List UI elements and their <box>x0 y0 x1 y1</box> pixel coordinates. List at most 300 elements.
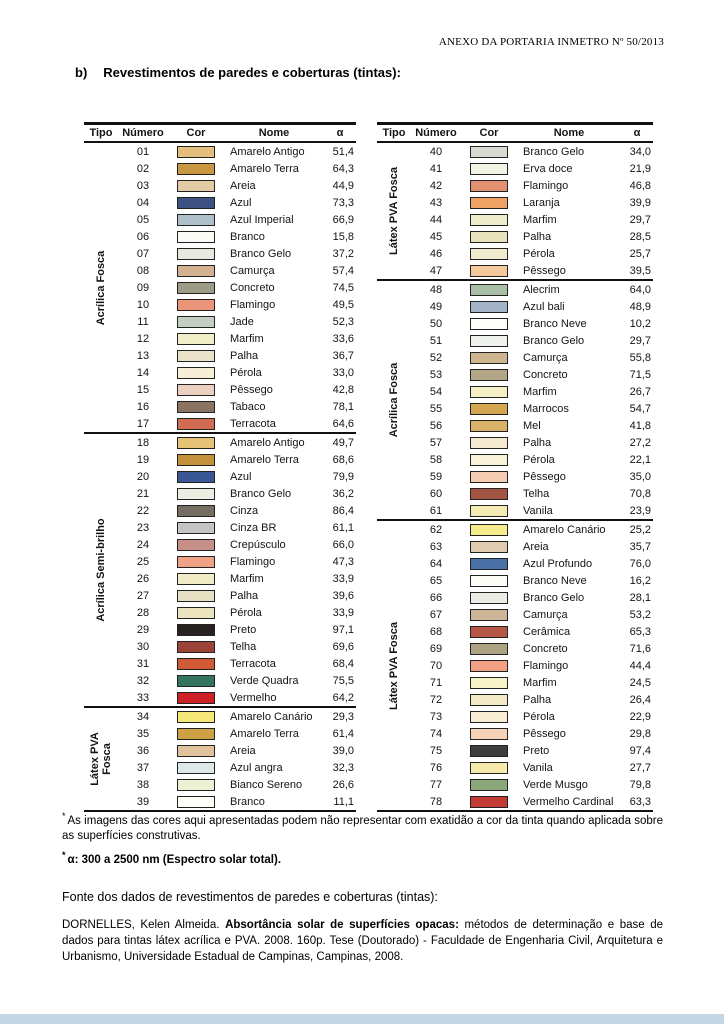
swatch-cell <box>168 367 224 379</box>
color-swatch <box>177 522 215 534</box>
alpha-value: 26,6 <box>332 778 354 791</box>
swatch-cell <box>461 318 517 330</box>
alpha-value: 34,0 <box>629 145 651 158</box>
row-number: 23 <box>136 521 150 534</box>
swatch-cell <box>461 471 517 483</box>
table-row <box>118 279 356 296</box>
alpha-value: 61,1 <box>332 521 354 534</box>
group-rows <box>118 143 356 432</box>
swatch-cell <box>461 437 517 449</box>
color-swatch <box>470 592 508 604</box>
row-number: 13 <box>136 349 150 362</box>
table-row <box>118 313 356 330</box>
reference-title: Absortância solar de superfícies opacas: <box>225 918 459 931</box>
row-number: 56 <box>429 419 443 432</box>
table-row <box>411 555 653 572</box>
swatch-cell <box>168 180 224 192</box>
swatch-cell <box>168 316 224 328</box>
color-name: Crepúsculo <box>230 538 286 551</box>
color-swatch <box>177 539 215 551</box>
color-swatch <box>470 454 508 466</box>
color-name: Preto <box>230 623 257 636</box>
swatch-cell <box>168 556 224 568</box>
color-name: Azul <box>230 470 252 483</box>
color-swatch <box>177 350 215 362</box>
table-row <box>118 296 356 313</box>
color-name: Marrocos <box>523 402 569 415</box>
color-swatch <box>177 401 215 413</box>
swatch-cell <box>168 641 224 653</box>
row-number: 33 <box>136 691 150 704</box>
alpha-value: 32,3 <box>332 761 354 774</box>
swatch-cell <box>461 454 517 466</box>
color-name: Terracota <box>230 657 276 670</box>
table-row <box>118 451 356 468</box>
row-number: 15 <box>136 383 150 396</box>
row-number: 04 <box>136 196 150 209</box>
type-label-cell <box>84 143 118 432</box>
alpha-value: 11,1 <box>333 795 354 808</box>
type-label-cell <box>377 281 411 519</box>
group-rows <box>118 708 356 810</box>
color-name: Areia <box>523 540 549 553</box>
table-row <box>411 451 653 468</box>
row-number: 66 <box>429 591 443 604</box>
row-number: 45 <box>429 230 443 243</box>
footnote-marker: * <box>62 811 66 821</box>
swatch-cell <box>168 573 224 585</box>
reference-details: métodos de determinação e base de dados para tintas látex acrílica e PVA. 2008. 160p. Tese (Doutorado) - Faculdade de Engenharia Civil, Arquitetura e Urbanismo, Universidade Estadual de Campinas, Campinas, 2008. <box>62 918 664 963</box>
color-swatch <box>177 711 215 723</box>
table-header <box>84 125 356 143</box>
color-name: Areia <box>230 179 256 192</box>
row-number: 08 <box>136 264 150 277</box>
swatch-cell <box>168 675 224 687</box>
color-swatch <box>177 367 215 379</box>
column-header-cor: Cor <box>186 127 206 139</box>
row-number: 53 <box>429 368 443 381</box>
color-name: Camurça <box>523 608 568 621</box>
color-name: Vanila <box>523 761 553 774</box>
swatch-cell <box>461 524 517 536</box>
row-number: 77 <box>429 778 443 791</box>
source-heading: Fonte dos dados de revestimentos de paredes e coberturas (tintas): <box>62 889 438 904</box>
color-name: Pérola <box>523 453 555 466</box>
swatch-cell <box>168 539 224 551</box>
color-name: Terracota <box>230 417 276 430</box>
row-number: 11 <box>137 315 149 328</box>
color-name: Telha <box>523 487 550 500</box>
color-name: Marfim <box>230 332 264 345</box>
color-swatch <box>177 779 215 791</box>
row-number: 24 <box>136 538 150 551</box>
row-number: 43 <box>429 196 443 209</box>
color-name: Amarelo Terra <box>230 727 299 740</box>
color-swatch <box>470 626 508 638</box>
table-row <box>118 553 356 570</box>
alpha-value: 33,9 <box>332 572 354 585</box>
color-name: Marfim <box>523 676 557 689</box>
alpha-value: 27,7 <box>629 761 651 774</box>
swatch-cell <box>168 658 224 670</box>
row-number: 14 <box>136 366 150 379</box>
column-header-numero: Número <box>415 127 457 139</box>
row-number: 50 <box>429 317 443 330</box>
footnote-text: α: 300 a 2500 nm (Espectro solar total). <box>67 853 282 866</box>
table-row <box>411 332 653 349</box>
color-swatch <box>470 420 508 432</box>
alpha-value: 29,8 <box>629 727 651 740</box>
color-name: Branco Gelo <box>230 247 292 260</box>
color-name: Branco Gelo <box>523 334 585 347</box>
alpha-value: 74,5 <box>332 281 354 294</box>
color-swatch <box>177 624 215 636</box>
table-row <box>118 245 356 262</box>
alpha-value: 68,4 <box>332 657 354 670</box>
row-number: 31 <box>136 657 150 670</box>
row-number: 63 <box>429 540 443 553</box>
table-row <box>411 383 653 400</box>
swatch-cell <box>461 420 517 432</box>
color-name: Verde Musgo <box>523 778 588 791</box>
color-swatch <box>177 418 215 430</box>
type-group <box>84 143 356 434</box>
row-number: 18 <box>136 436 150 449</box>
color-swatch <box>177 556 215 568</box>
alpha-value: 64,3 <box>332 162 354 175</box>
row-number: 78 <box>429 795 443 808</box>
swatch-cell <box>461 146 517 158</box>
alpha-value: 22,9 <box>629 710 651 723</box>
row-number: 05 <box>136 213 150 226</box>
alpha-value: 15,8 <box>332 230 354 243</box>
footnote-color-disclaimer <box>62 810 663 845</box>
alpha-value: 41,8 <box>629 419 651 432</box>
footnotes <box>62 810 663 965</box>
row-number: 58 <box>429 453 443 466</box>
table-row <box>411 589 653 606</box>
swatch-cell <box>461 677 517 689</box>
color-swatch <box>177 762 215 774</box>
row-number: 37 <box>136 761 150 774</box>
paint-table-left <box>84 122 356 812</box>
color-name: Flamingo <box>230 298 276 311</box>
alpha-value: 39,0 <box>332 744 354 757</box>
color-swatch <box>177 180 215 192</box>
swatch-cell <box>168 231 224 243</box>
color-name: Pérola <box>230 366 262 379</box>
table-row <box>118 364 356 381</box>
swatch-cell <box>461 335 517 347</box>
color-name: Concreto <box>523 642 568 655</box>
color-swatch <box>177 488 215 500</box>
alpha-value: 28,1 <box>629 591 651 604</box>
color-swatch <box>470 301 508 313</box>
table-row <box>411 211 653 228</box>
row-number: 09 <box>136 281 150 294</box>
color-swatch <box>470 762 508 774</box>
table-row <box>118 621 356 638</box>
type-group <box>377 521 653 812</box>
alpha-value: 35,7 <box>629 540 651 553</box>
alpha-value: 29,7 <box>629 213 651 226</box>
alpha-value: 71,6 <box>629 642 651 655</box>
color-name: Pêssego <box>523 264 566 277</box>
table-row <box>411 759 653 776</box>
alpha-value: 65,3 <box>629 625 651 638</box>
swatch-cell <box>461 711 517 723</box>
alpha-value: 29,3 <box>332 710 354 723</box>
swatch-cell <box>461 796 517 808</box>
color-swatch <box>177 265 215 277</box>
color-name: Laranja <box>523 196 560 209</box>
table-row <box>118 468 356 485</box>
color-name: Verde Quadra <box>230 674 299 687</box>
color-name: Amarelo Antigo <box>230 436 305 449</box>
alpha-value: 57,4 <box>332 264 354 277</box>
swatch-cell <box>168 333 224 345</box>
row-number: 64 <box>429 557 443 570</box>
swatch-cell <box>461 592 517 604</box>
group-rows <box>118 434 356 706</box>
alpha-value: 16,2 <box>629 574 651 587</box>
swatch-cell <box>168 796 224 808</box>
color-swatch <box>177 214 215 226</box>
color-name: Azul angra <box>230 761 283 774</box>
row-number: 12 <box>136 332 150 345</box>
color-swatch <box>177 590 215 602</box>
table-row <box>118 177 356 194</box>
column-header-nome: Nome <box>553 127 585 139</box>
row-number: 30 <box>136 640 150 653</box>
alpha-value: 70,8 <box>629 487 651 500</box>
row-number: 07 <box>136 247 150 260</box>
table-row <box>411 521 653 538</box>
color-swatch <box>470 265 508 277</box>
table-row <box>411 742 653 759</box>
color-name: Pérola <box>523 247 555 260</box>
table-row <box>411 400 653 417</box>
table-row <box>118 347 356 364</box>
row-number: 25 <box>136 555 150 568</box>
color-swatch <box>177 607 215 619</box>
color-name: Bianco Sereno <box>230 778 303 791</box>
type-label-cell <box>84 708 118 810</box>
color-swatch <box>470 163 508 175</box>
row-number: 65 <box>429 574 443 587</box>
swatch-cell <box>168 437 224 449</box>
alpha-value: 25,7 <box>629 247 651 260</box>
row-number: 46 <box>429 247 443 260</box>
row-number: 44 <box>429 213 443 226</box>
row-number: 57 <box>429 436 443 449</box>
row-number: 61 <box>429 504 443 517</box>
row-number: 38 <box>136 778 150 791</box>
table-row <box>118 143 356 160</box>
alpha-value: 66,0 <box>332 538 354 551</box>
footnote-marker: * <box>62 849 66 860</box>
color-swatch <box>177 333 215 345</box>
color-swatch <box>470 488 508 500</box>
table-row <box>118 434 356 451</box>
color-name: Alecrim <box>523 283 560 296</box>
color-name: Mel <box>523 419 541 432</box>
swatch-cell <box>168 590 224 602</box>
type-label-cell <box>377 143 411 279</box>
color-swatch <box>470 558 508 570</box>
table-row <box>411 315 653 332</box>
alpha-value: 33,0 <box>332 366 354 379</box>
row-number: 26 <box>136 572 150 585</box>
alpha-value: 21,9 <box>629 162 651 175</box>
color-name: Vermelho <box>230 691 277 704</box>
group-rows <box>411 521 653 810</box>
color-swatch <box>177 573 215 585</box>
swatch-cell <box>461 660 517 672</box>
row-number: 20 <box>136 470 150 483</box>
alpha-value: 64,6 <box>332 417 354 430</box>
type-label-cell <box>84 434 118 706</box>
color-swatch <box>470 524 508 536</box>
table-row <box>411 485 653 502</box>
color-swatch <box>470 352 508 364</box>
color-swatch <box>470 197 508 209</box>
color-name: Tabaco <box>230 400 266 413</box>
alpha-value: 25,2 <box>629 523 651 536</box>
table-row <box>411 468 653 485</box>
column-header-tipo: Tipo <box>89 127 113 139</box>
row-number: 55 <box>429 402 443 415</box>
color-name: Marfim <box>523 385 557 398</box>
color-swatch <box>177 454 215 466</box>
color-name: Branco Gelo <box>230 487 292 500</box>
table-row <box>118 725 356 742</box>
swatch-cell <box>461 728 517 740</box>
color-swatch <box>470 796 508 808</box>
table-row <box>118 228 356 245</box>
row-number: 22 <box>136 504 150 517</box>
swatch-cell <box>461 352 517 364</box>
color-name: Cinza <box>230 504 259 517</box>
color-name: Marfim <box>230 572 264 585</box>
color-name: Amarelo Canário <box>523 523 606 536</box>
type-label: Acrílica Fosca <box>94 250 107 325</box>
alpha-value: 79,8 <box>629 778 651 791</box>
table-row <box>411 262 653 279</box>
swatch-cell <box>461 505 517 517</box>
row-number: 02 <box>136 162 150 175</box>
color-name: Azul Imperial <box>230 213 294 226</box>
table-row <box>118 587 356 604</box>
alpha-value: 63,3 <box>629 795 651 808</box>
alpha-value: 26,7 <box>629 385 651 398</box>
alpha-value: 51,4 <box>332 145 354 158</box>
table-row <box>411 691 653 708</box>
color-swatch <box>177 384 215 396</box>
color-swatch <box>470 403 508 415</box>
color-swatch <box>470 677 508 689</box>
alpha-value: 26,4 <box>629 693 651 706</box>
color-name: Branco <box>230 795 265 808</box>
table-row <box>411 640 653 657</box>
row-number: 19 <box>136 453 150 466</box>
table-row <box>118 211 356 228</box>
swatch-cell <box>168 471 224 483</box>
table-row <box>411 708 653 725</box>
table-row <box>411 417 653 434</box>
table-row <box>118 398 356 415</box>
color-name: Preto <box>523 744 550 757</box>
row-number: 70 <box>429 659 443 672</box>
row-number: 60 <box>429 487 443 500</box>
table-row <box>411 434 653 451</box>
column-header-alpha: α <box>336 127 344 139</box>
color-name: Concreto <box>230 281 275 294</box>
section-title <box>75 65 401 80</box>
alpha-value: 86,4 <box>332 504 354 517</box>
swatch-cell <box>168 745 224 757</box>
table-row <box>411 177 653 194</box>
row-number: 62 <box>429 523 443 536</box>
color-swatch <box>177 745 215 757</box>
swatch-cell <box>168 522 224 534</box>
type-label: Acrílica Fosca <box>387 362 400 438</box>
swatch-cell <box>168 248 224 260</box>
table-row <box>411 623 653 640</box>
row-number: 41 <box>429 162 443 175</box>
color-swatch <box>470 335 508 347</box>
table-body-left <box>84 143 356 812</box>
table-row <box>118 604 356 621</box>
alpha-value: 29,7 <box>629 334 651 347</box>
swatch-cell <box>168 728 224 740</box>
row-number: 52 <box>429 351 443 364</box>
color-swatch <box>470 214 508 226</box>
table-body-right <box>377 143 653 812</box>
swatch-cell <box>461 248 517 260</box>
source-reference <box>62 917 663 965</box>
color-swatch <box>470 369 508 381</box>
row-number: 01 <box>136 145 150 158</box>
table-row <box>118 570 356 587</box>
row-number: 36 <box>136 744 150 757</box>
table-row <box>411 502 653 519</box>
type-group <box>84 434 356 708</box>
alpha-value: 64,2 <box>332 691 354 704</box>
color-name: Concreto <box>523 368 568 381</box>
color-swatch <box>470 575 508 587</box>
alpha-value: 44,9 <box>332 179 354 192</box>
swatch-cell <box>168 299 224 311</box>
table-row <box>411 606 653 623</box>
row-number: 39 <box>136 795 150 808</box>
alpha-value: 54,7 <box>629 402 651 415</box>
column-header-numero: Número <box>122 127 164 139</box>
row-number: 76 <box>429 761 443 774</box>
swatch-cell <box>168 214 224 226</box>
table-row <box>118 160 356 177</box>
alpha-value: 24,5 <box>629 676 651 689</box>
swatch-cell <box>168 692 224 704</box>
swatch-cell <box>168 488 224 500</box>
swatch-cell <box>168 454 224 466</box>
table-row <box>411 160 653 177</box>
row-number: 17 <box>136 417 150 430</box>
color-swatch <box>470 694 508 706</box>
color-name: Amarelo Canário <box>230 710 313 723</box>
color-swatch <box>177 197 215 209</box>
alpha-value: 46,8 <box>629 179 651 192</box>
